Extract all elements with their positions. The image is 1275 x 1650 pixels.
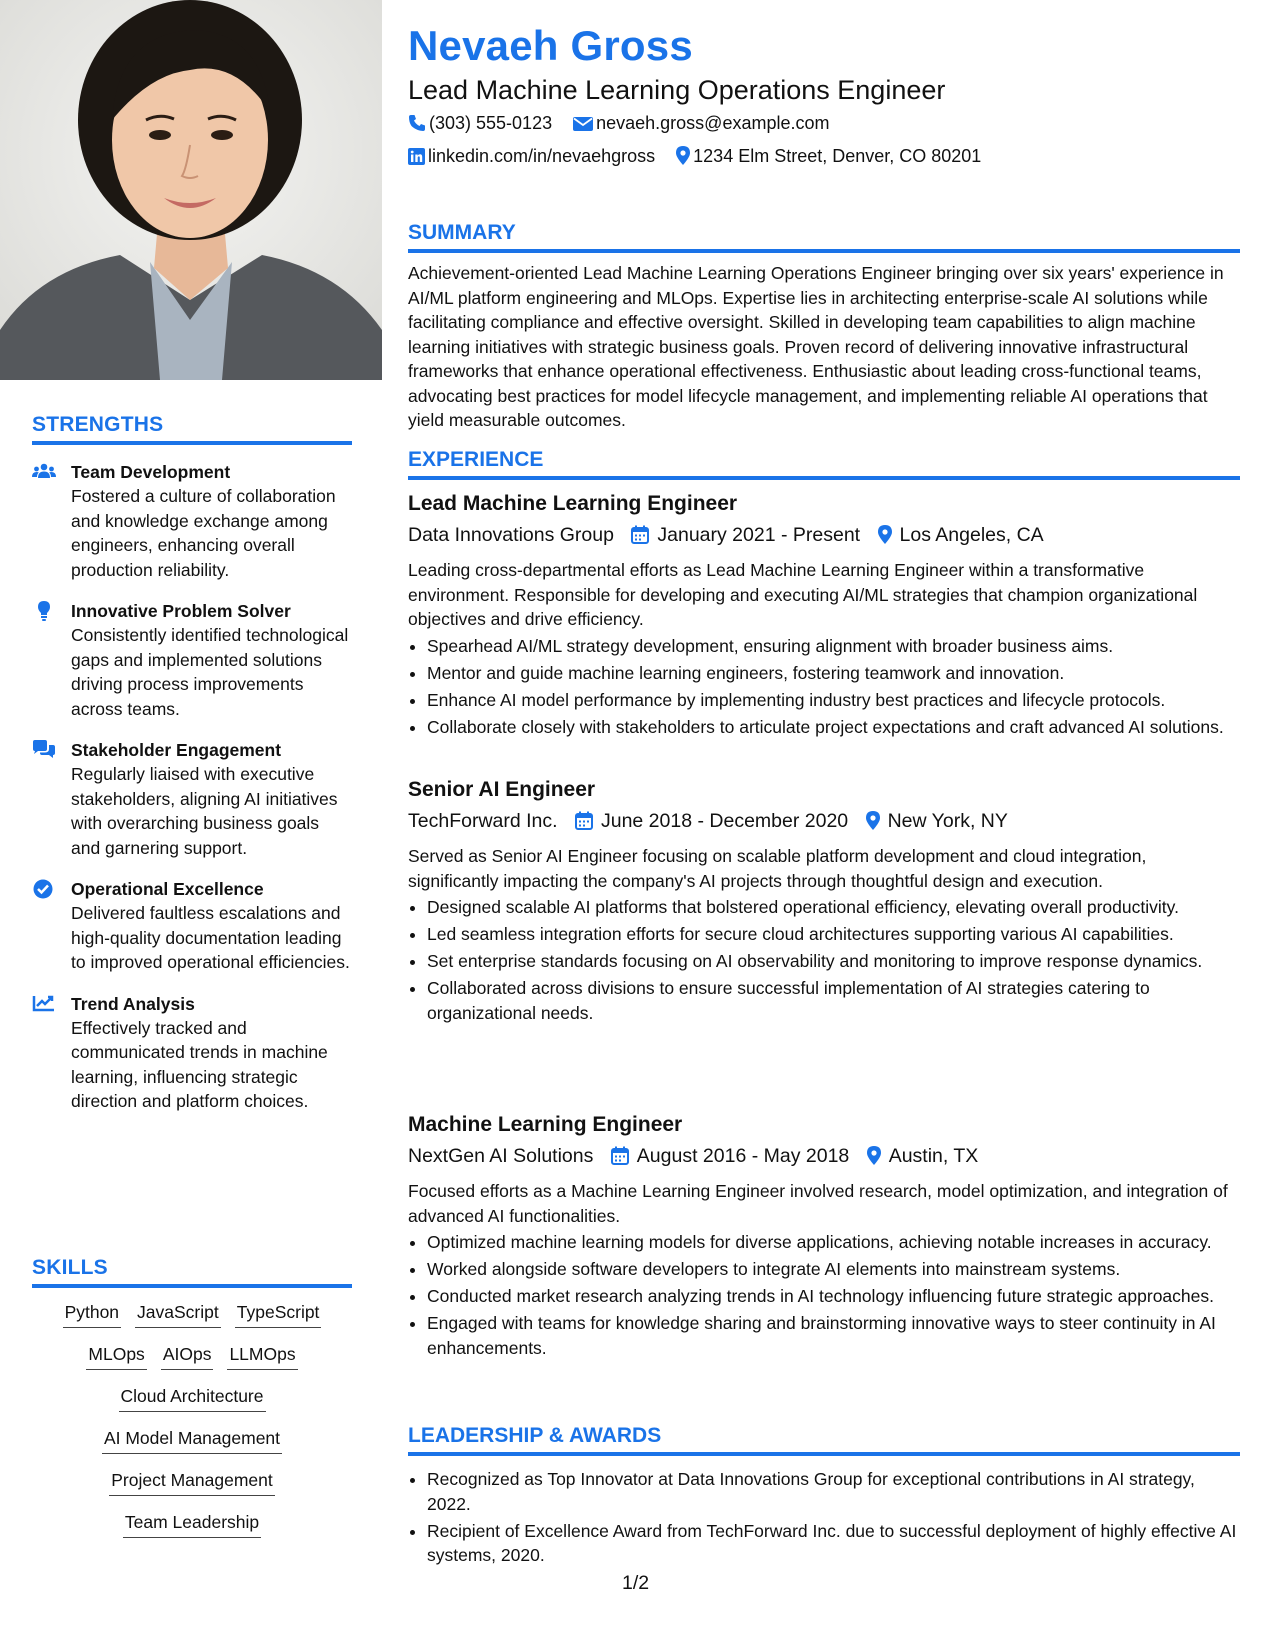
job-dates: August 2016 - May 2018	[636, 1145, 850, 1167]
job-bullets	[408, 1230, 1240, 1360]
job-meta	[408, 806, 1240, 836]
address: 1234 Elm Street, Denver, CO 80201	[693, 146, 982, 166]
map-pin-icon	[676, 146, 690, 165]
strength-item	[32, 877, 352, 975]
check-circle-icon	[32, 879, 54, 899]
skills-heading: SKILLS	[32, 1256, 352, 1288]
job-bullet: • Conducted market research analyzing trends in AI technology influencing future strategic approaches.	[427, 1284, 1240, 1309]
linkedin-icon	[408, 148, 425, 165]
job-bullet: • Enhance AI model performance by implementing industry best practices and lifecycle protocols.	[427, 688, 1240, 713]
email-contact	[573, 113, 829, 134]
phone-contact	[408, 113, 552, 134]
job-entry	[408, 490, 1240, 742]
calendar-icon	[575, 811, 593, 830]
job-meta	[408, 1141, 1240, 1171]
skill-tag: Python	[63, 1300, 121, 1328]
strength-title: Stakeholder Engagement	[71, 740, 282, 760]
job-dates: June 2018 - December 2020	[600, 810, 849, 832]
calendar-icon	[631, 525, 649, 544]
skill-tag: Cloud Architecture	[119, 1384, 266, 1412]
strengths-heading: STRENGTHS	[32, 413, 352, 445]
lightbulb-icon	[32, 601, 54, 621]
experience-heading: EXPERIENCE	[408, 448, 1240, 480]
page-number: 1/2	[622, 1572, 650, 1594]
job-bullet: • Optimized machine learning models for diverse applications, achieving notable increases in accuracy.	[427, 1230, 1240, 1255]
strength-title: Trend Analysis	[71, 993, 195, 1014]
phone-number: (303) 555-0123	[429, 113, 553, 133]
job-location: Los Angeles, CA	[899, 524, 1044, 546]
envelope-icon	[573, 116, 593, 132]
job-location-group	[878, 520, 1044, 550]
skill-row	[32, 1510, 352, 1538]
strengths-list	[32, 460, 352, 1131]
skill-tag: LLMOps	[227, 1342, 297, 1370]
strength-description: Fostered a culture of collaboration and knowledge exchange among engineers, enhancing overall production reliability.	[71, 486, 336, 580]
skills-list	[32, 1300, 352, 1552]
job-title: Machine Learning Engineer	[408, 1113, 683, 1136]
job-description: Leading cross-departmental efforts as Lead Machine Learning Engineer within a transformative environment. Responsible for developing and executing AI/ML strategies that champion organizational objectives and drive efficiency.	[408, 560, 1198, 629]
job-title: Senior AI Engineer	[408, 778, 596, 801]
job-location: Austin, TX	[888, 1145, 979, 1167]
job-bullets	[408, 895, 1240, 1025]
summary-heading: SUMMARY	[408, 221, 1240, 253]
strength-item	[32, 599, 352, 721]
skill-tag: AI Model Management	[102, 1426, 282, 1454]
strength-title: Team Development	[71, 462, 231, 482]
skill-row	[32, 1342, 352, 1370]
job-bullet: • Engaged with teams for knowledge sharing and brainstorming innovative ways to steer continuity in AI enhancements.	[427, 1311, 1240, 1360]
strength-title: Operational Excellence	[71, 879, 264, 899]
strength-item	[32, 992, 352, 1114]
job-description: Served as Senior AI Engineer focusing on scalable platform development and cloud integration, significantly impacting the company's AI projects through thoughtful design and execution.	[408, 846, 1147, 891]
job-location-group	[867, 1141, 979, 1171]
users-icon	[32, 462, 54, 482]
phone-icon	[408, 114, 426, 132]
contact-line	[408, 113, 846, 134]
job-location-group	[866, 806, 1008, 836]
skill-tag: MLOps	[86, 1342, 146, 1370]
candidate-name: Nevaeh Gross	[408, 22, 693, 69]
profile-photo	[0, 0, 382, 380]
summary-text: Achievement-oriented Lead Machine Learning Operations Engineer bringing over six years' experience in AI/ML platform engineering and MLOps. Expertise lies in architecting enterprise-scale AI solutions while facilitating compliance and effective oversight. Skilled in developing team capabilities to align machine learning initiatives with strategic business goals. Proven record of delivering innovative infrastructural frameworks that enhance operational effectiveness. Enthusiastic about leading cross-functional teams, advocating best practices for model lifecycle management, and implementing reliable AI operations that yield measurable outcomes.	[408, 263, 1224, 430]
strength-item	[32, 738, 352, 860]
skill-row	[32, 1426, 352, 1454]
job-dates: January 2021 - Present	[657, 524, 861, 546]
skill-tag: TypeScript	[235, 1300, 322, 1328]
map-pin-icon	[878, 525, 892, 544]
job-bullet: • Set enterprise standards focusing on AI observability and monitoring to improve response dynamics.	[427, 949, 1240, 974]
email-address: nevaeh.gross@example.com	[596, 113, 830, 133]
address-contact	[676, 146, 981, 167]
job-bullet: • Mentor and guide machine learning engineers, fostering teamwork and innovation.	[427, 661, 1240, 686]
contact-line	[408, 146, 997, 167]
strength-title: Innovative Problem Solver	[71, 601, 291, 621]
calendar-icon	[611, 1146, 629, 1165]
job-title: Lead Machine Learning Engineer	[408, 492, 738, 515]
job-entry	[408, 776, 1240, 1028]
job-bullet: • Worked alongside software developers to integrate AI elements into mainstream systems.	[427, 1257, 1240, 1282]
job-bullet: • Spearhead AI/ML strategy development, ensuring alignment with broader business aims.	[427, 634, 1240, 659]
award-item: • Recipient of Excellence Award from TechForward Inc. due to successful deployment of highly effective AI systems, 2020.	[427, 1519, 1240, 1568]
skill-row	[32, 1384, 352, 1412]
job-company: Data Innovations Group	[408, 524, 614, 546]
map-pin-icon	[867, 1146, 881, 1165]
skill-tag: Team Leadership	[123, 1510, 261, 1538]
job-description: Focused efforts as a Machine Learning Engineer involved research, model optimization, and integration of advanced AI functionalities.	[408, 1181, 1228, 1226]
strength-item	[32, 460, 352, 582]
linkedin-url: linkedin.com/in/nevaehgross	[428, 146, 656, 166]
chat-bubbles-icon	[32, 740, 54, 760]
strength-description: Regularly liaised with executive stakeholders, aligning AI initiatives with overarching business goals and garnering support.	[71, 764, 338, 858]
skill-row	[32, 1300, 352, 1328]
trend-chart-icon	[32, 994, 54, 1014]
skill-tag: Project Management	[109, 1468, 274, 1496]
skill-tag: JavaScript	[135, 1300, 221, 1328]
leadership-list	[408, 1465, 1240, 1570]
job-bullet: • Collaborated across divisions to ensure successful implementation of AI strategies catering to organizational needs.	[427, 976, 1240, 1025]
job-bullet: • Led seamless integration efforts for secure cloud architectures supporting various AI capabilities.	[427, 922, 1240, 947]
job-location: New York, NY	[887, 810, 1008, 832]
job-company: TechForward Inc.	[408, 810, 558, 832]
map-pin-icon	[866, 811, 880, 830]
award-item: • Recognized as Top Innovator at Data Innovations Group for exceptional contributions in AI strategy, 2022.	[427, 1467, 1240, 1516]
skill-row	[32, 1468, 352, 1496]
job-meta	[408, 520, 1240, 550]
job-entry	[408, 1111, 1240, 1363]
job-company: NextGen AI Solutions	[408, 1145, 594, 1167]
left-column	[0, 0, 382, 1650]
job-dates-group	[575, 806, 848, 836]
job-bullet: • Collaborate closely with stakeholders to articulate project expectations and craft advanced AI solutions.	[427, 715, 1240, 740]
job-bullet: • Designed scalable AI platforms that bolstered operational efficiency, elevating overall productivity.	[427, 895, 1240, 920]
job-bullets	[408, 634, 1240, 740]
linkedin-contact	[408, 146, 655, 167]
leadership-heading: LEADERSHIP & AWARDS	[408, 1424, 1240, 1456]
candidate-role: Lead Machine Learning Operations Engineer	[408, 75, 946, 105]
strength-description: Consistently identified technological gaps and implemented solutions driving process improvements across teams.	[71, 625, 349, 719]
award-bullets	[408, 1467, 1240, 1568]
strength-description: Delivered faultless escalations and high-quality documentation leading to improved operational efficiencies.	[71, 903, 350, 972]
strength-description: Effectively tracked and communicated trends in machine learning, influencing strategic direction and platform choices.	[71, 1017, 328, 1111]
skill-tag: AIOps	[161, 1342, 214, 1370]
job-dates-group	[611, 1141, 849, 1171]
job-dates-group	[631, 520, 860, 550]
